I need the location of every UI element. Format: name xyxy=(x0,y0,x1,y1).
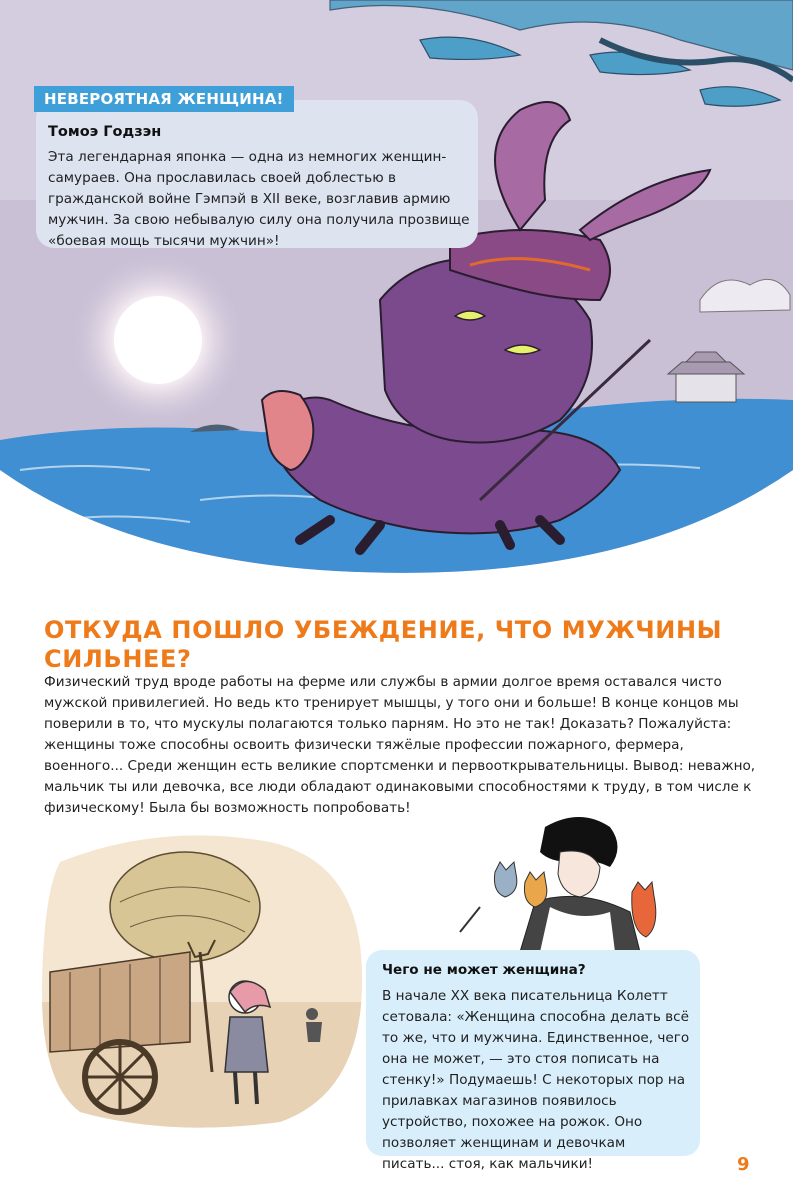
info-title: Чего не может женщина? xyxy=(382,962,586,978)
section-paragraph: Физический труд вроде работы на ферме или службы в армии долгое время оставался чисто мужской привилегией. Но ведь кто тренирует мышцы, у того они и больше! В конце концов мы поверили в то, что мускулы полагаются только парням. Но это не так! Доказать? Пожалуйста: женщины тоже способны освоить физически тяжёлые профессии пожарного, фермера, военного... Среди женщин есть великие спортсменки и первооткрывательницы. Вывод: неважно, мальчик ты или девочка, все люди обладают одинаковыми способностями к труду, в том числе к физическому! Была бы возможность попробовать! xyxy=(44,674,756,816)
farm-girl-illustration xyxy=(40,832,370,1132)
info-paragraph: В начале XX века писательница Колетт сетовала: «Женщина способна делать всё то же, что и мужчина. Единственное, чего она не может, — это стоя пописать на стенку!» Подумаешь! С некоторых пор на прилавках магазинов появилось устройство, похожее на рожок. Оно позволяет женщинам и девочкам писать... стоя, как мальчики! xyxy=(382,988,690,1172)
incredible-woman-tag: НЕВЕРОЯТНАЯ ЖЕНЩИНА! xyxy=(34,86,294,112)
section-title: ОТКУДА ПОШЛО УБЕЖДЕНИЕ, ЧТО МУЖЧИНЫ СИЛЬНЕЕ? xyxy=(44,616,723,673)
sidebar-paragraph: Эта легендарная японка — одна из немногих женщин-самураев. Она прославилась своей доблестью в гражданской войне Гэмпэй в XII веке, возглавив армию мужчин. За свою небывалую силу она получила прозвище «боевая мощь тысячи мужчин»! xyxy=(48,149,470,249)
sidebar-heading: Томоэ Годзэн xyxy=(48,124,162,140)
writer-with-cats-illustration xyxy=(440,812,680,952)
page-number: 9 xyxy=(737,1154,750,1175)
